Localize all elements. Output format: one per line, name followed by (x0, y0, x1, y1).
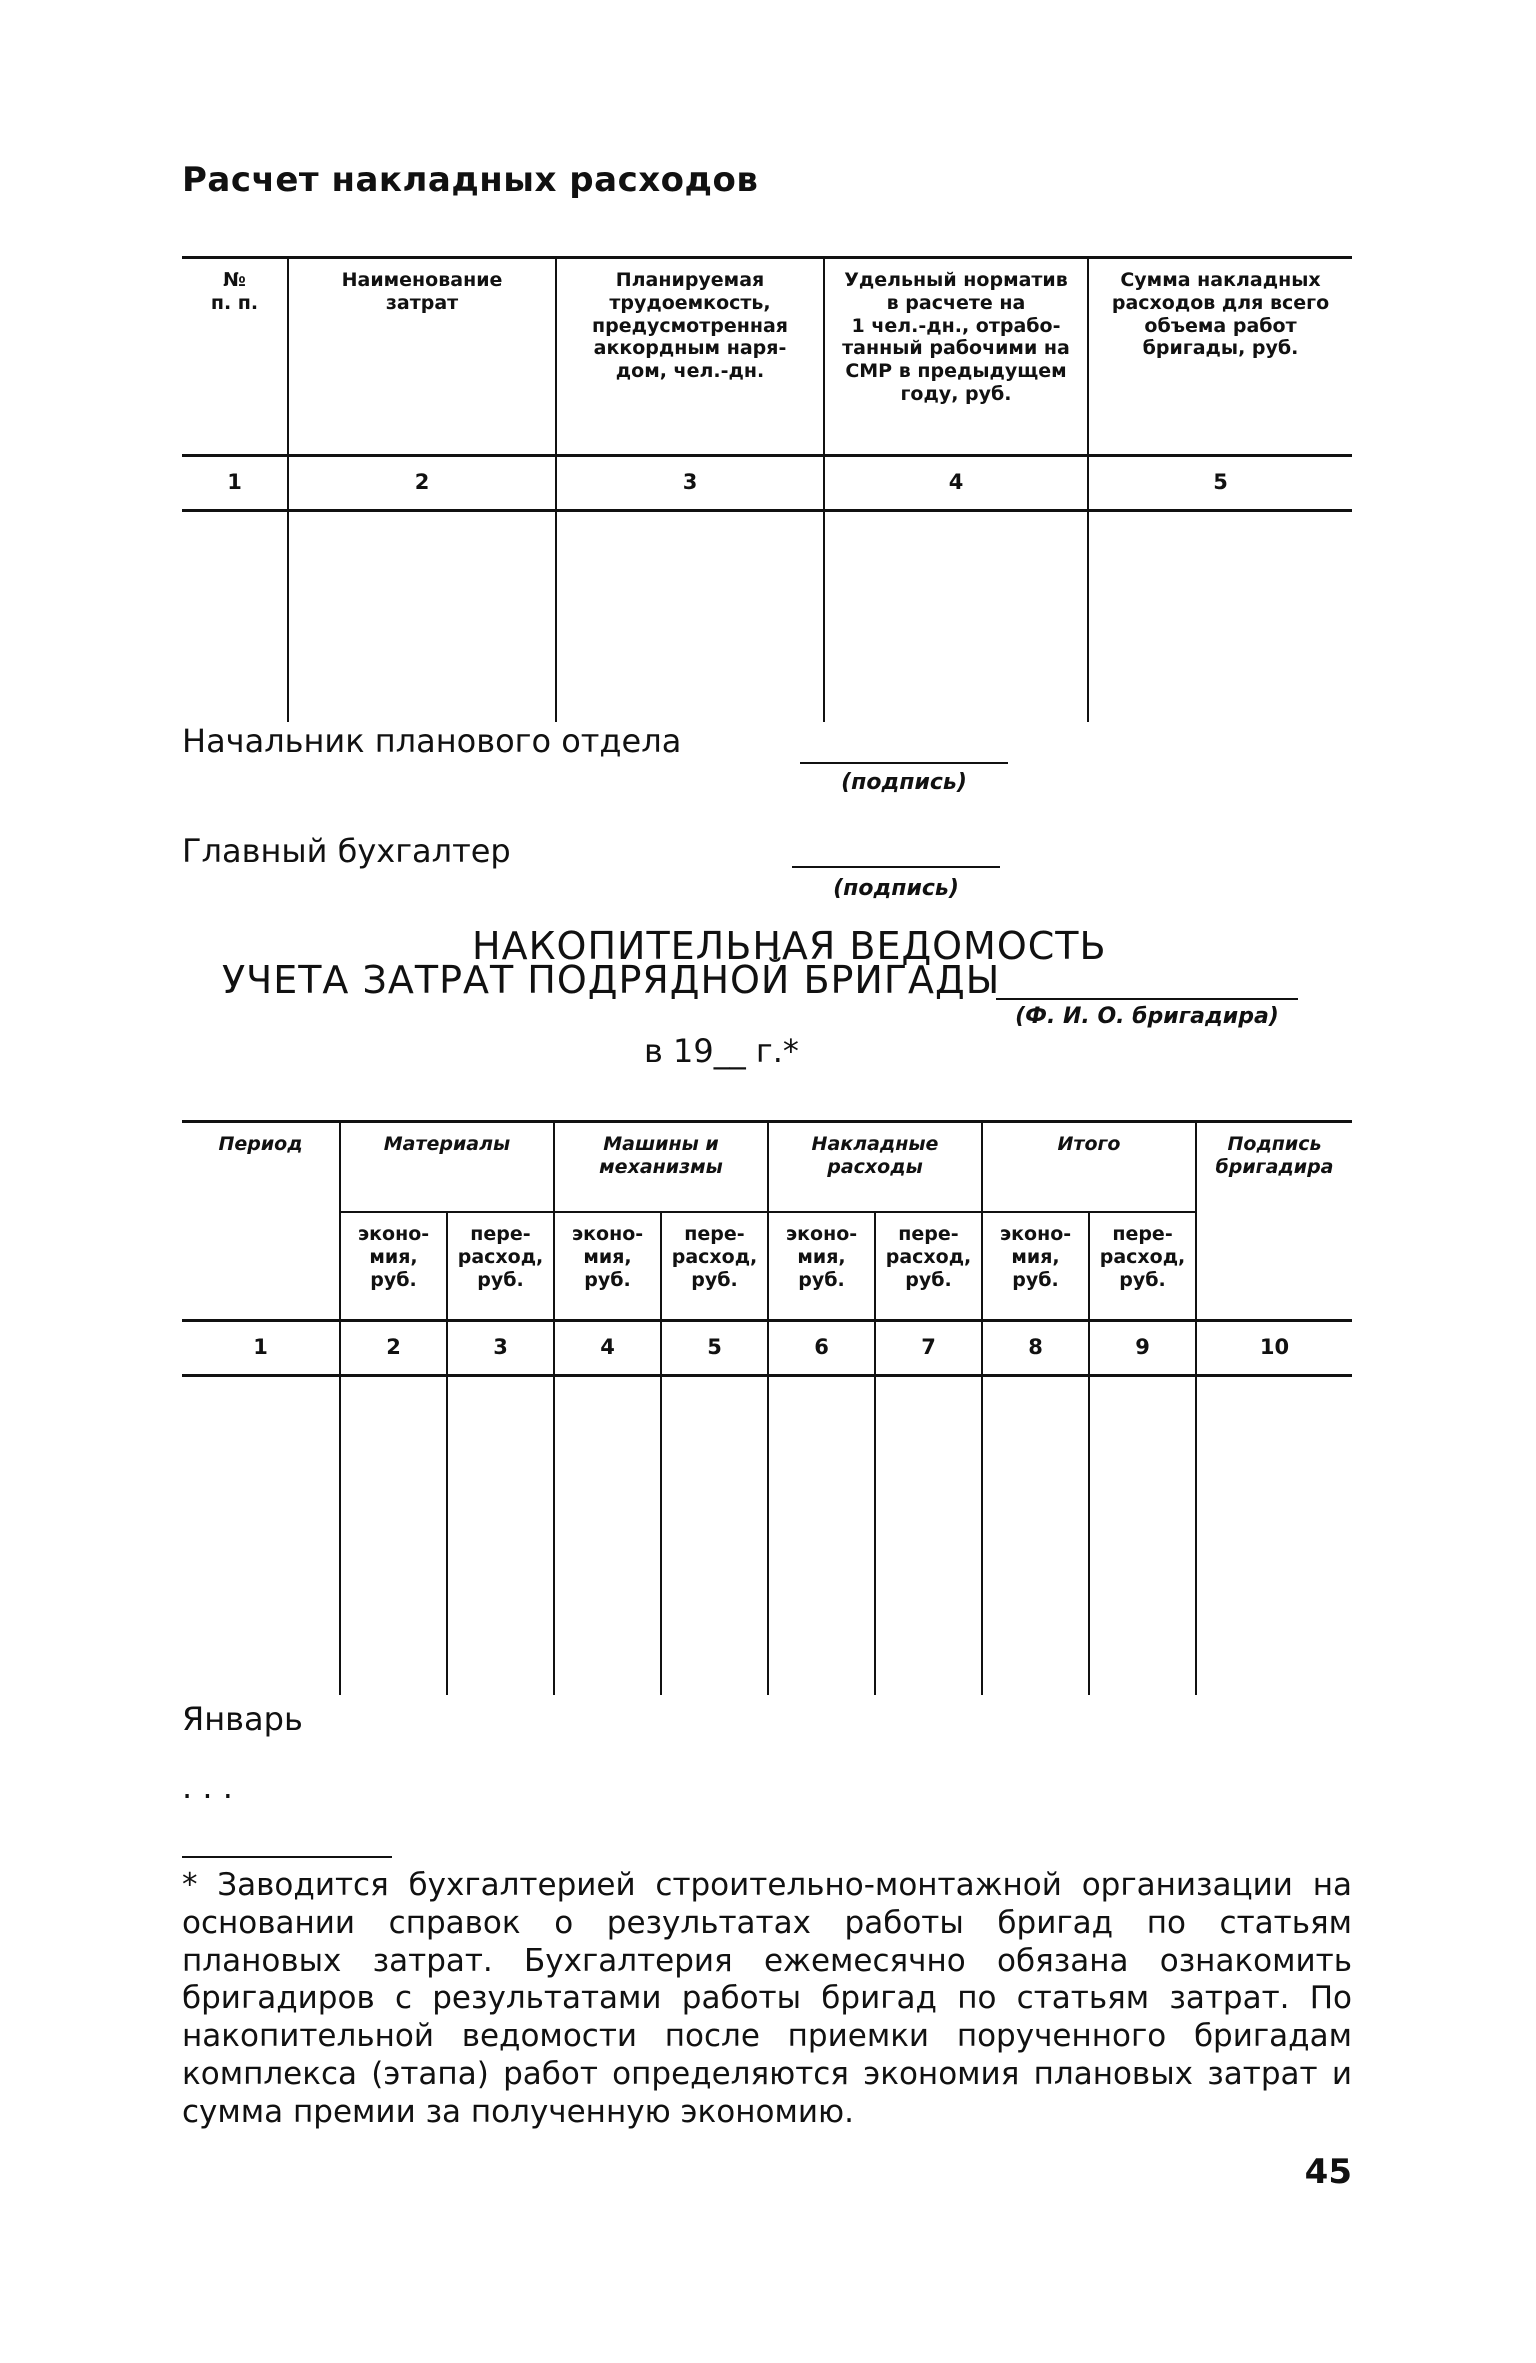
ellipsis: . . . (182, 1768, 233, 1806)
empty-cell[interactable] (875, 1376, 982, 1696)
footnote-divider (182, 1856, 392, 1858)
overhead-table (182, 256, 1352, 722)
header-economy: эконо- мия, руб. (340, 1212, 447, 1321)
column-number: 2 (288, 456, 556, 511)
signature-line[interactable] (800, 762, 1008, 764)
column-number: 8 (982, 1321, 1089, 1376)
header-economy: эконо- мия, руб. (982, 1212, 1089, 1321)
ledger-title-line2: УЧЕТА ЗАТРАТ ПОДРЯДНОЙ БРИГАДЫ (222, 958, 1001, 1002)
empty-cell[interactable] (556, 511, 824, 723)
empty-cell[interactable] (447, 1376, 554, 1696)
header-machines: Машины и механизмы (554, 1122, 768, 1213)
column-number: 4 (554, 1321, 661, 1376)
chief-planning-label: Начальник планового отдела (182, 722, 682, 760)
header-economy: эконо- мия, руб. (768, 1212, 875, 1321)
empty-cell[interactable] (1088, 511, 1352, 723)
empty-cell[interactable] (661, 1376, 768, 1696)
column-number: 7 (875, 1321, 982, 1376)
signature-caption: (подпись) (841, 770, 967, 795)
header-cell: Сумма накладных расходов для всего объема работ бригады, руб. (1088, 258, 1352, 456)
header-foreman-sign: Подпись бригадира (1196, 1122, 1352, 1321)
header-materials: Материалы (340, 1122, 554, 1213)
column-number: 1 (182, 1321, 340, 1376)
column-number: 2 (340, 1321, 447, 1376)
header-overrun: пере- расход, руб. (1089, 1212, 1196, 1321)
column-number: 5 (1088, 456, 1352, 511)
header-cell: Планируемая трудоемкость, предусмотренная аккордным наря- дом, чел.-дн. (556, 258, 824, 456)
month-january: Январь (182, 1700, 303, 1738)
column-number: 5 (661, 1321, 768, 1376)
ledger-table (182, 1120, 1352, 1695)
empty-cell[interactable] (288, 511, 556, 723)
column-number: 9 (1089, 1321, 1196, 1376)
header-economy: эконо- мия, руб. (554, 1212, 661, 1321)
column-number: 10 (1196, 1321, 1352, 1376)
foreman-name-line[interactable] (996, 998, 1298, 1000)
empty-cell[interactable] (554, 1376, 661, 1696)
signature-line[interactable] (792, 866, 1000, 868)
empty-cell[interactable] (824, 511, 1088, 723)
column-number: 1 (182, 456, 288, 511)
signature-caption: (подпись) (833, 876, 959, 901)
header-period: Период (182, 1122, 340, 1321)
foreman-caption: (Ф. И. О. бригадира) (1015, 1004, 1279, 1029)
column-number: 4 (824, 456, 1088, 511)
footnote: * Заводится бухгалтерией строительно-монтажной организации на основании справок о результатах работы бригад по статьям плановых затрат. Бухгалтерия ежемесячно обязана ознакомить бригадиров с результатами работы бригад по статьям затрат. По накопительной ведомости после приемки порученного бригадам комплекса (этапа) работ определяются экономия плановых затрат и сумма премии за полученную экономию. (182, 1867, 1352, 2130)
empty-cell[interactable] (1196, 1376, 1352, 1696)
ledger-title-line1: НАКОПИТЕЛЬНАЯ ВЕДОМОСТЬ (472, 924, 1107, 968)
header-cell: Наименование затрат (288, 258, 556, 456)
empty-cell[interactable] (982, 1376, 1089, 1696)
empty-cell[interactable] (182, 511, 288, 723)
empty-cell[interactable] (1089, 1376, 1196, 1696)
ledger-year: в 19__ г.* (644, 1032, 799, 1070)
header-overhead: Накладные расходы (768, 1122, 982, 1213)
column-number: 6 (768, 1321, 875, 1376)
chief-accountant-label: Главный бухгалтер (182, 832, 511, 870)
empty-cell[interactable] (182, 1376, 340, 1696)
header-overrun: пере- расход, руб. (447, 1212, 554, 1321)
column-number: 3 (556, 456, 824, 511)
page-number: 45 (1304, 2152, 1352, 2192)
column-number: 3 (447, 1321, 554, 1376)
section-title-overhead: Расчет накладных расходов (182, 160, 759, 200)
header-cell: Удельный норматив в расчете на 1 чел.-дн., отрабо- танный рабочими на СМР в предыдущем году, руб. (824, 258, 1088, 456)
header-overrun: пере- расход, руб. (661, 1212, 768, 1321)
empty-cell[interactable] (768, 1376, 875, 1696)
empty-cell[interactable] (340, 1376, 447, 1696)
header-overrun: пере- расход, руб. (875, 1212, 982, 1321)
header-cell: № п. п. (182, 258, 288, 456)
header-total: Итого (982, 1122, 1196, 1213)
